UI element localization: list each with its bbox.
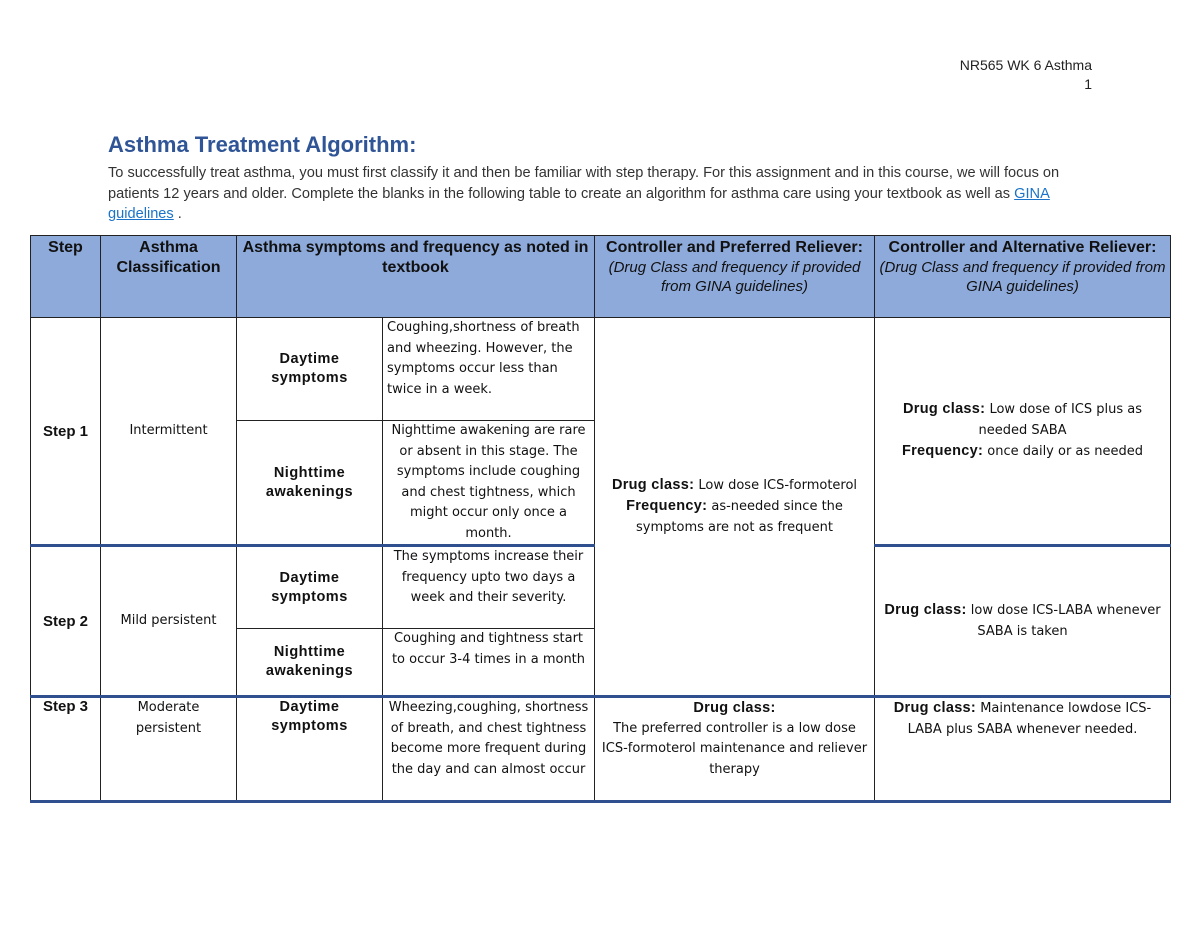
gina-guidelines-link[interactable]: GINA guidelines <box>108 185 1050 222</box>
preferred-drug-class-value: Low dose ICS-formoterol <box>698 477 858 493</box>
header-alternative <box>875 236 1171 318</box>
step-3-preferred <box>595 697 875 802</box>
step-1-alt-frequency-label: Frequency: <box>901 443 984 460</box>
page-number: 1 <box>1084 76 1092 92</box>
header-classification: Asthma Classification <box>101 236 237 318</box>
table-row <box>31 318 1171 421</box>
preferred-frequency-label: Frequency: <box>626 498 708 515</box>
document-label: NR565 WK 6 Asthma <box>959 57 1092 73</box>
step-3-label: Step 3 <box>31 697 101 802</box>
step-2-daytime-text: The symptoms increase their frequency upto two days a week and their severity. <box>383 546 595 629</box>
step-1-alt-class-label: Drug class: <box>903 401 986 418</box>
header-preferred-title: Controller and Preferred Reliever: <box>606 239 863 256</box>
step-2-alternative <box>875 546 1171 697</box>
step-2-nighttime-label: Nighttime awakenings <box>237 629 383 697</box>
header-preferred <box>595 236 875 318</box>
step-1-classification: Intermittent <box>101 318 237 546</box>
step-1-nighttime-text: Nighttime awakening are rare or absent in this stage. The symptoms include coughing and chest tightness, which might occur only once a month. <box>383 421 595 546</box>
step-3-classification: Moderate persistent <box>101 697 237 802</box>
preferred-steps-1-2 <box>595 318 875 697</box>
header-preferred-sub: (Drug Class and frequency if provided from GINA guidelines) <box>608 259 861 295</box>
step-3-pref-class-label: Drug class: <box>693 700 776 716</box>
header-step: Step <box>31 236 101 318</box>
step-2-nighttime-text: Coughing and tightness start to occur 3-4 times in a month <box>383 629 595 697</box>
step-3-pref-text: The preferred controller is a low dose ICS-formoterol maintenance and reliever therapy <box>601 720 868 777</box>
asthma-algorithm-table <box>30 235 1171 803</box>
step-1-daytime-label: Daytime symptoms <box>237 318 383 421</box>
header-alternative-title: Controller and Alternative Reliever: <box>888 239 1157 256</box>
step-2-alt-class-label: Drug class: <box>884 602 967 618</box>
step-2-classification: Mild persistent <box>101 546 237 697</box>
intro-end: . <box>173 206 182 222</box>
step-2-alt-class-value: low dose ICS-LABA whenever SABA is taken <box>970 603 1161 639</box>
step-1-alternative <box>875 318 1171 546</box>
page-title: Asthma Treatment Algorithm: <box>108 132 417 157</box>
step-3-daytime-label: Daytime symptoms <box>237 697 383 802</box>
preferred-drug-class-label: Drug class: <box>611 476 695 493</box>
step-1-nighttime-label: Nighttime awakenings <box>237 421 383 546</box>
step-1-daytime-text: Coughing,shortness of breath and wheezing. However, the symptoms occur less than twice in a week. <box>383 318 595 421</box>
step-3-alternative <box>875 697 1171 802</box>
preferred-frequency-value: as-needed since the symptoms are not as frequent <box>636 499 843 535</box>
step-2-daytime-label: Daytime symptoms <box>237 546 383 629</box>
step-1-alt-class-value: Low dose of ICS plus as needed SABA <box>978 402 1142 438</box>
step-1-label: Step 1 <box>31 318 101 546</box>
header-symptoms: Asthma symptoms and frequency as noted in textbook <box>237 236 595 318</box>
step-1-alt-frequency-value: once daily or as needed <box>987 444 1144 460</box>
header-alternative-sub: (Drug Class and frequency if provided from GINA guidelines) <box>879 259 1166 295</box>
running-header <box>960 56 1092 94</box>
step-3-alt-class-value: Maintenance lowdose ICS-LABA plus SABA whenever needed. <box>907 701 1152 737</box>
intro-text: To successfully treat asthma, you must first classify it and then be familiar with step therapy. For this assignment and in this course, we will focus on patients 12 years and older. Complete the blanks in the following table to create an algorithm for asthma care using your textbook as well as <box>108 165 1060 202</box>
step-3-alt-class-label: Drug class: <box>893 700 977 716</box>
table-header-row <box>31 236 1171 318</box>
table-row <box>31 697 1171 802</box>
step-3-daytime-text: Wheezing,coughing, shortness of breath, and chest tightness become more frequent during the day and can almost occur <box>383 697 595 802</box>
step-2-label: Step 2 <box>31 546 101 697</box>
intro-paragraph <box>108 163 1098 225</box>
